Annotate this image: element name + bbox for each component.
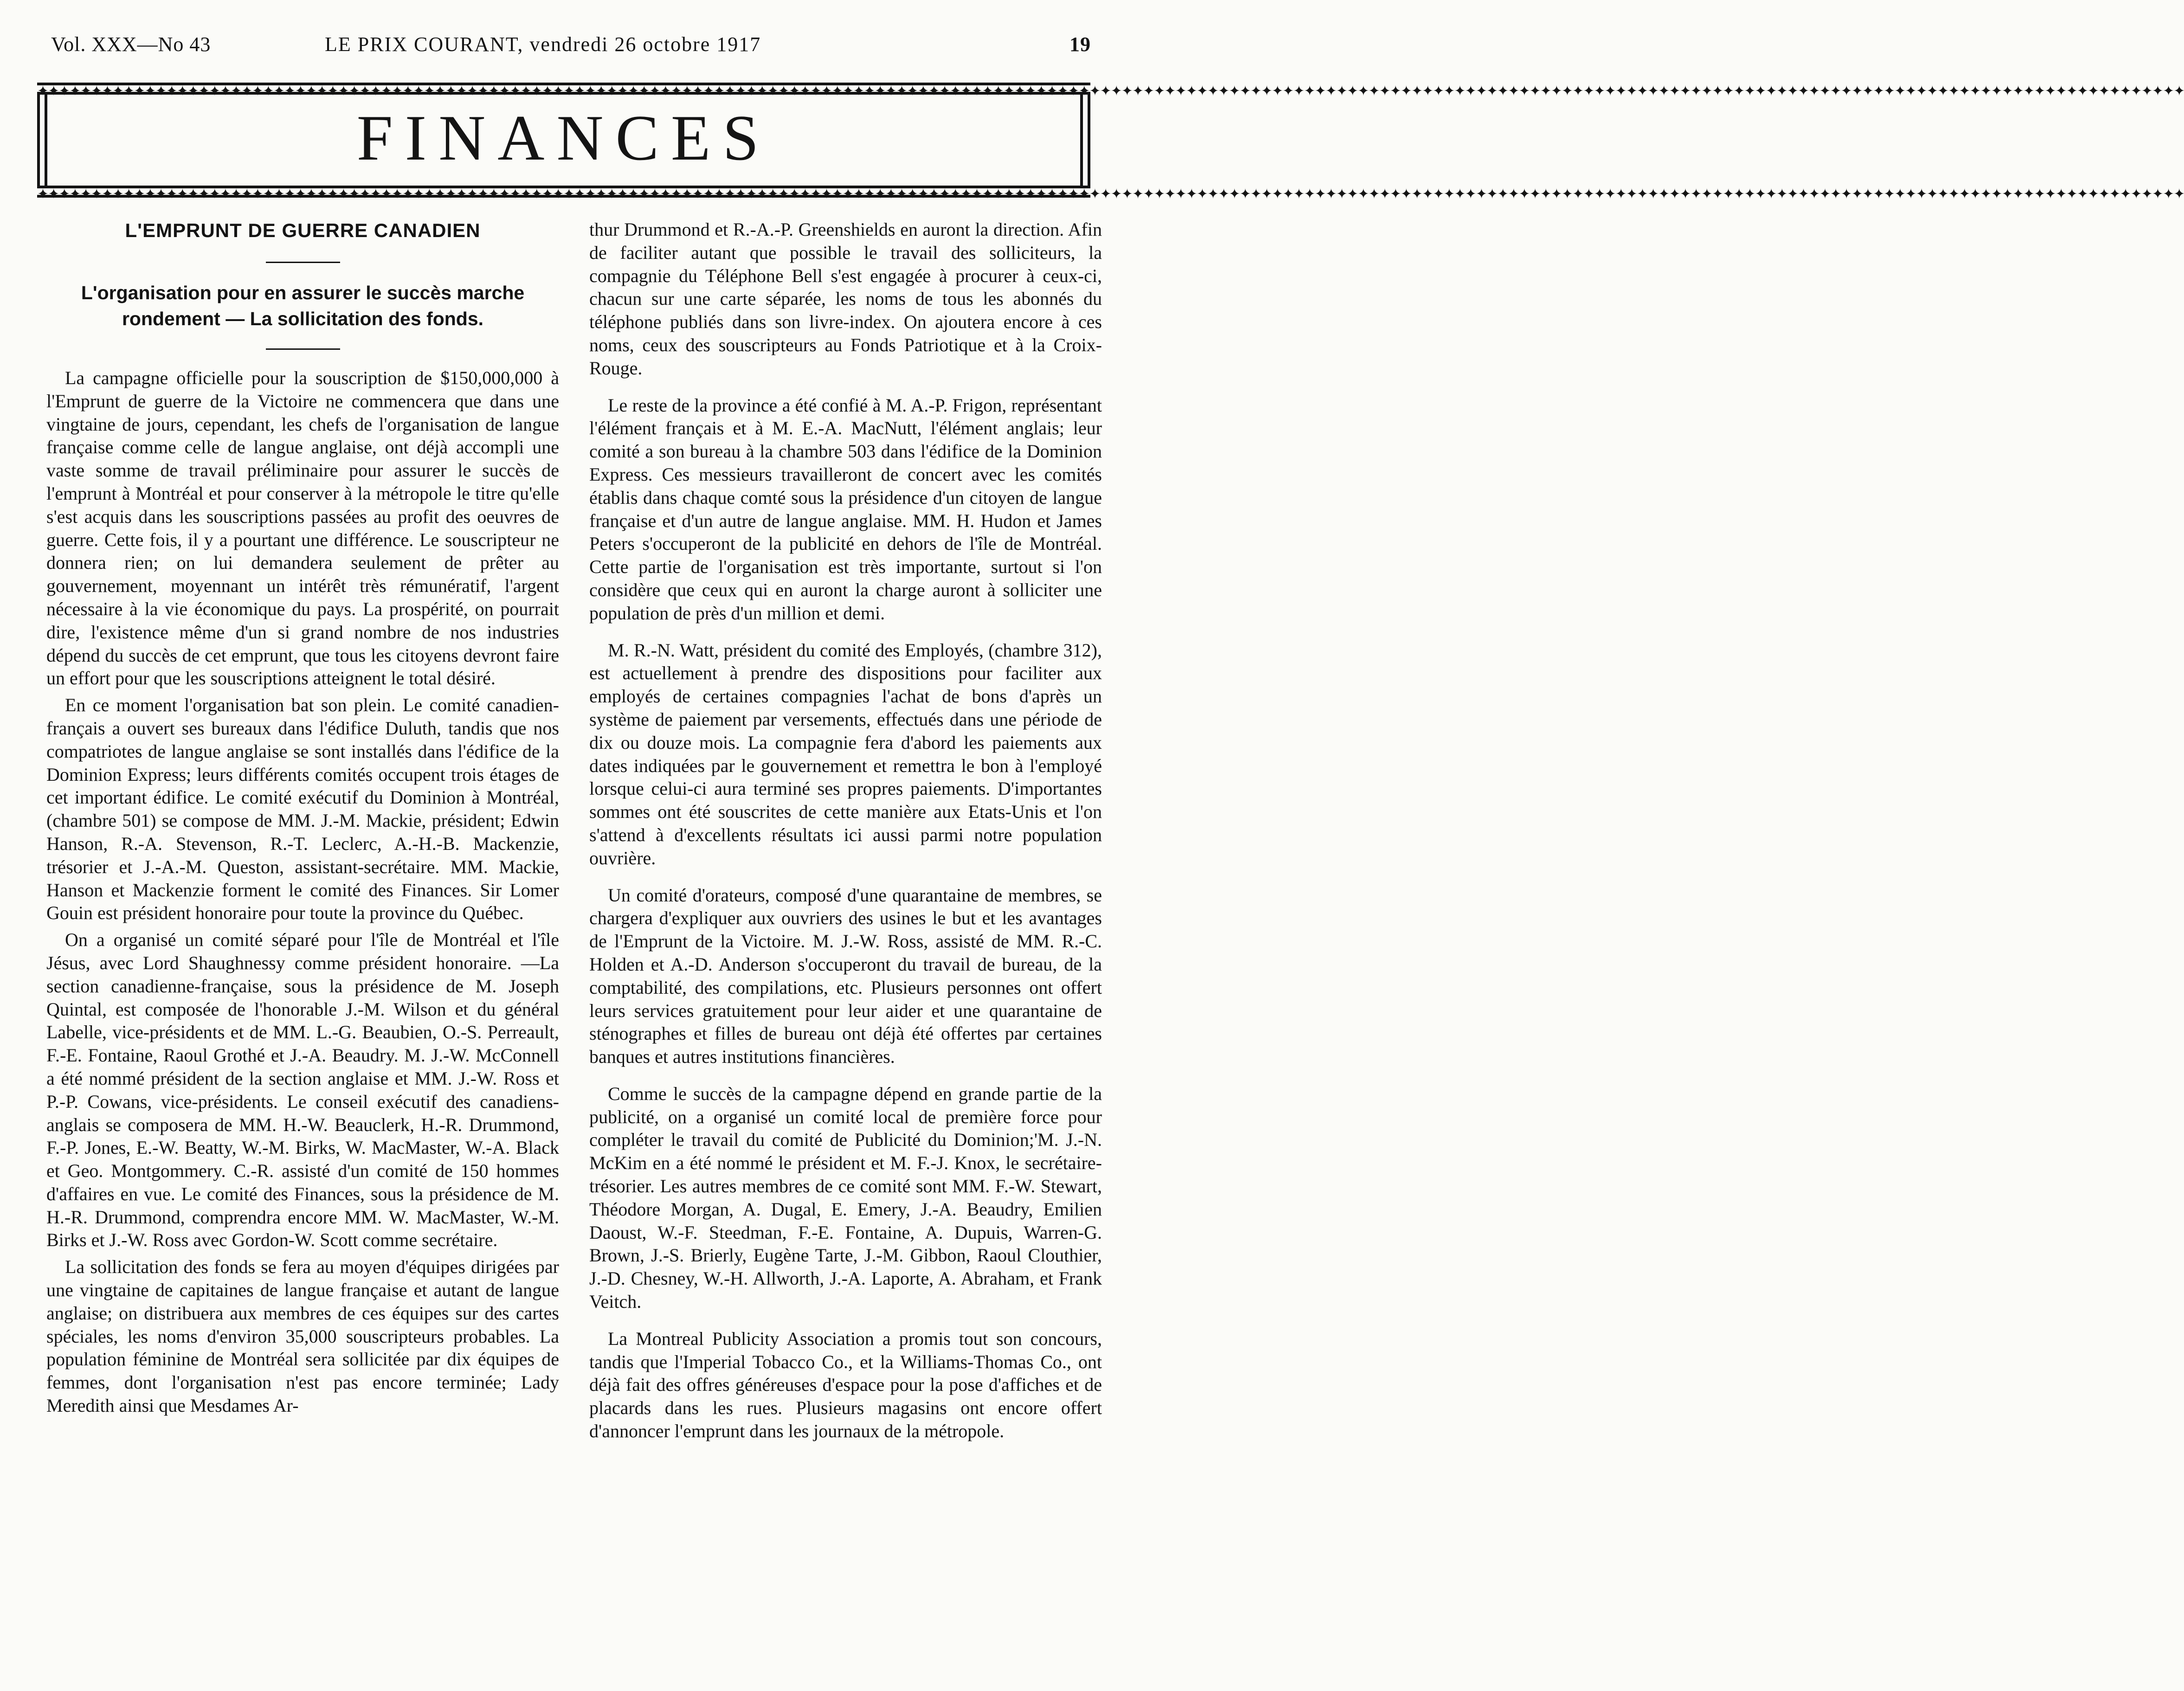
paragraph: La campagne officielle pour la souscription de $150,000,000 à l'Emprunt de guerre de la Victoire ne commencera que dans une vingtaine de jours, cependant, les chefs de l'organisation de langue française comme celle de langue anglaise, ont déjà accompli une vaste somme de travail préliminaire pour assurer le succès de l'emprunt à Montréal et pour conserver à la métropole le titre qu'elle s'est acquis dans les souscriptions passées au profit des oeuvres de guerre. Cette fois, il y a pourtant une différence. Le souscripteur ne donnera rien; on lui demandera seulement de prêter au gouvernement, moyennant un intérêt très rémunératif, l'argent nécessaire à la vie économique du pays. La prospérité, on pourrait dire, l'existence même d'un si grand nombre de nos industries dépend du succès de cet emprunt, que tous les citoyens devront faire un effort pour que les souscriptions atteignent le total désiré. [46,367,559,689]
paragraph: On a organisé un comité séparé pour l'île de Montréal et l'île Jésus, avec Lord Shaughnessy comme président honoraire. —La section canadienne-française, sous la présidence de M. Joseph Quintal, est composée de l'honorable J.-M. Wilson et du général Labelle, vice-présidents et de MM. L.-G. Beaubien, O.-S. Perreault, F.-E. Fontaine, Raoul Grothé et J.-A. Beaudry. M. J.-W. McConnell a été nommé président de la section anglaise et MM. J.-W. Ross et P.-P. Cowans, vice-présidents. Le conseil exécutif des canadiens-anglais se composera de MM. H.-W. Beauclerk, H.-R. Drummond, F.-P. Jones, E.-W. Beatty, W.-M. Birks, W. MacMaster, W.-A. Black et Geo. Montgommery. C.-R. assisté d'un comité de 150 hommes d'affaires en vue. Le comité des Finances, sous la présidence de M. H.-R. Drummond, comprendra encore MM. W. MacMaster, W.-M. Birks et J.-W. Ross avec Gordon-W. Scott comme secrétaire. [46,929,559,1251]
banner-top-border: ✦✦✦✦✦✦✦✦✦✦✦✦✦✦✦✦✦✦✦✦✦✦✦✦✦✦✦✦✦✦✦✦✦✦✦✦✦✦✦✦✦✦✦✦✦✦✦✦✦✦✦✦✦✦✦✦✦✦✦✦✦✦✦✦✦✦✦✦✦✦✦✦✦✦✦✦✦✦✦✦✦✦✦✦✦✦✦✦✦✦✦✦✦✦✦✦✦✦✦✦✦✦✦✦✦✦✦✦✦✦✦✦✦✦✦✦✦✦✦✦✦✦✦✦✦✦✦✦✦✦✦✦✦✦✦✦✦✦✦✦✦✦✦✦✦✦✦✦✦✦✦✦✦✦✦✦✦✦✦✦✦✦✦✦✦✦✦✦✦✦✦✦✦✦✦✦✦✦✦✦✦✦✦✦✦✦✦✦✦✦✦✦✦✦✦✦✦✦✦✦ [37,84,2184,99]
paragraph: La sollicitation des fonds se fera au moyen d'équipes dirigées par une vingtaine de capitaines de langue française et autant de langue anglaise; on distribuera aux membres de ces équipes sur des cartes spéciales, les noms d'environ 35,000 souscripteurs probables. La population féminine de Montréal sera sollicitée par dix équipes de femmes, dont l'organisation n'est pas encore terminée; Lady Meredith ainsi que Mesdames Ar- [46,1256,559,1416]
title-divider [266,262,340,263]
volume-number: Vol. XXX—No 43 [51,33,211,56]
banner-bottom-border: ✦✦✦✦✦✦✦✦✦✦✦✦✦✦✦✦✦✦✦✦✦✦✦✦✦✦✦✦✦✦✦✦✦✦✦✦✦✦✦✦✦✦✦✦✦✦✦✦✦✦✦✦✦✦✦✦✦✦✦✦✦✦✦✦✦✦✦✦✦✦✦✦✦✦✦✦✦✦✦✦✦✦✦✦✦✦✦✦✦✦✦✦✦✦✦✦✦✦✦✦✦✦✦✦✦✦✦✦✦✦✦✦✦✦✦✦✦✦✦✦✦✦✦✦✦✦✦✦✦✦✦✦✦✦✦✦✦✦✦✦✦✦✦✦✦✦✦✦✦✦✦✦✦✦✦✦✦✦✦✦✦✦✦✦✦✦✦✦✦✦✦✦✦✦✦✦✦✦✦✦✦✦✦✦✦✦✦✦✦✦✦✦✦✦✦✦✦✦✦✦ [37,186,2184,202]
right-column [589,218,1102,1447]
section-title: FINANCES [356,102,771,174]
paragraph: Le reste de la province a été confié à M. A.-P. Frigon, représentant l'élément français et à M. E.-A. MacNutt, l'élément anglais; leur comité a son bureau à la chambre 503 dans l'édifice de la Dominion Express. Ces messieurs travailleront de concert avec les comités établis dans chaque comté sous la présidence d'un citoyen de langue française et d'un autre de langue anglaise. MM. H. Hudon et James Peters s'occuperont de la publicité en dehors de l'île de Montréal. Cette partie de l'organisation est très importante, surtout si l'on considère que ceux qui en auront la charge auront à solliciter une population de près d'un million et demi. [589,394,1102,624]
publication-date-line: LE PRIX COURANT, vendredi 26 octobre 1917 [325,33,761,56]
banner-right-border [1080,95,1090,186]
subtitle-divider [266,348,340,350]
paragraph: Comme le succès de la campagne dépend en grande partie de la publicité, on a organisé un comité local de première force pour compléter le travail du comité de Publicité du Dominion;'M. J.-N. McKim en a été nommé le président et M. F.-J. Knox, le secrétaire-trésorier. Les autres membres de ce comité sont MM. F.-W. Stewart, Théodore Morgan, A. Dugal, E. Emery, J.-A. Beaudry, Emilien Daoust, W.-F. Steedman, F.-E. Fontaine, A. Dupuis, Warren-G. Brown, J.-S. Brierly, Eugène Tarte, J.-M. Gibbon, Raoul Clouthier, J.-D. Chesney, W.-H. Allworth, J.-A. Laporte, A. Abraham, et Frank Veitch. [589,1083,1102,1312]
paragraph: La Montreal Publicity Association a promis tout son concours, tandis que l'Imperial Tobacco Co., et la Williams-Thomas Co., ont déjà fait des offres généreuses d'espace pour la pose d'affiches et de placards dans les rues. Plusieurs magasins ont encore offert d'annoncer l'emprunt dans les journaux de la métropole. [589,1328,1102,1442]
article-title: L'EMPRUNT DE GUERRE CANADIEN [125,219,481,241]
left-column [46,218,559,1421]
paragraph-continued: thur Drummond et R.-A.-P. Greenshields en auront la direction. Afin de faciliter autant que possible le travail des solliciteurs, la compagnie du Téléphone Bell s'est engagée à procurer à ceux-ci, chacun sur une carte séparée, les noms de tous les abonnés du téléphone publiés dans son livre-index. On ajoutera encore à ces noms, ceux des souscripteurs au Fonds Patriotique et à la Croix-Rouge. [589,219,1102,379]
article-subtitle: L'organisation pour en assurer le succès marche rondement — La sollicitation des fonds. [81,282,525,329]
paragraph: En ce moment l'organisation bat son plein. Le comité canadien-français a ouvert ses bureaux dans l'édifice Duluth, tandis que nos compatriotes de langue anglaise se sont installés dans l'édifice de la Dominion Express; leurs différents comités occupent trois étages de cet important édifice. Le comité exécutif du Dominion à Montréal, (chambre 501) se compose de MM. J.-M. Mackie, président; Edwin Hanson, R.-A. Stevenson, R.-T. Leclerc, A.-H.-B. Mackenzie, trésorier et J.-A.-M. Queston, assistant-secrétaire. MM. Mackie, Hanson et Mackenzie forment le comité des Finances. Sir Lomer Gouin est président honoraire pour toute la province du Québec. [46,694,559,924]
page-number: 19 [1069,33,1091,56]
section-banner [37,83,2184,202]
running-header [46,32,1105,65]
paragraph: Un comité d'orateurs, composé d'une quarantaine de membres, se chargera d'expliquer aux ouvriers des usines le but et les avantages de l'Emprunt de la Victoire. M. J.-W. Ross, assisté de MM. R.-C. Holden et A.-D. Anderson s'occuperont du travail de bureau, de la comptabilité, des compilations, etc. Plusieurs personnes ont offert leurs services gratuitement pour leur aider et une quarantaine de sténographes et filles de bureau ont déjà été offertes par certaines banques et autres institutions financières. [589,884,1102,1067]
paragraph: M. R.-N. Watt, président du comité des Employés, (chambre 312), est actuellement à prendre des dispositions pour faciliter aux employés de certaines compagnies l'achat de bons d'après un système de paiement par versements, effectués dans une période de dix ou douze mois. La compagnie fera d'abord les paiements aux dates indiquées par le gouvernement et remettra le bon à l'employé lorsque celui-ci aura terminé ses propres paiements. D'importantes sommes ont été souscrites de cette manière aux Etats-Unis et l'on s'attend à d'excellents résultats ici aussi parmi notre population ouvrière. [589,639,1102,868]
